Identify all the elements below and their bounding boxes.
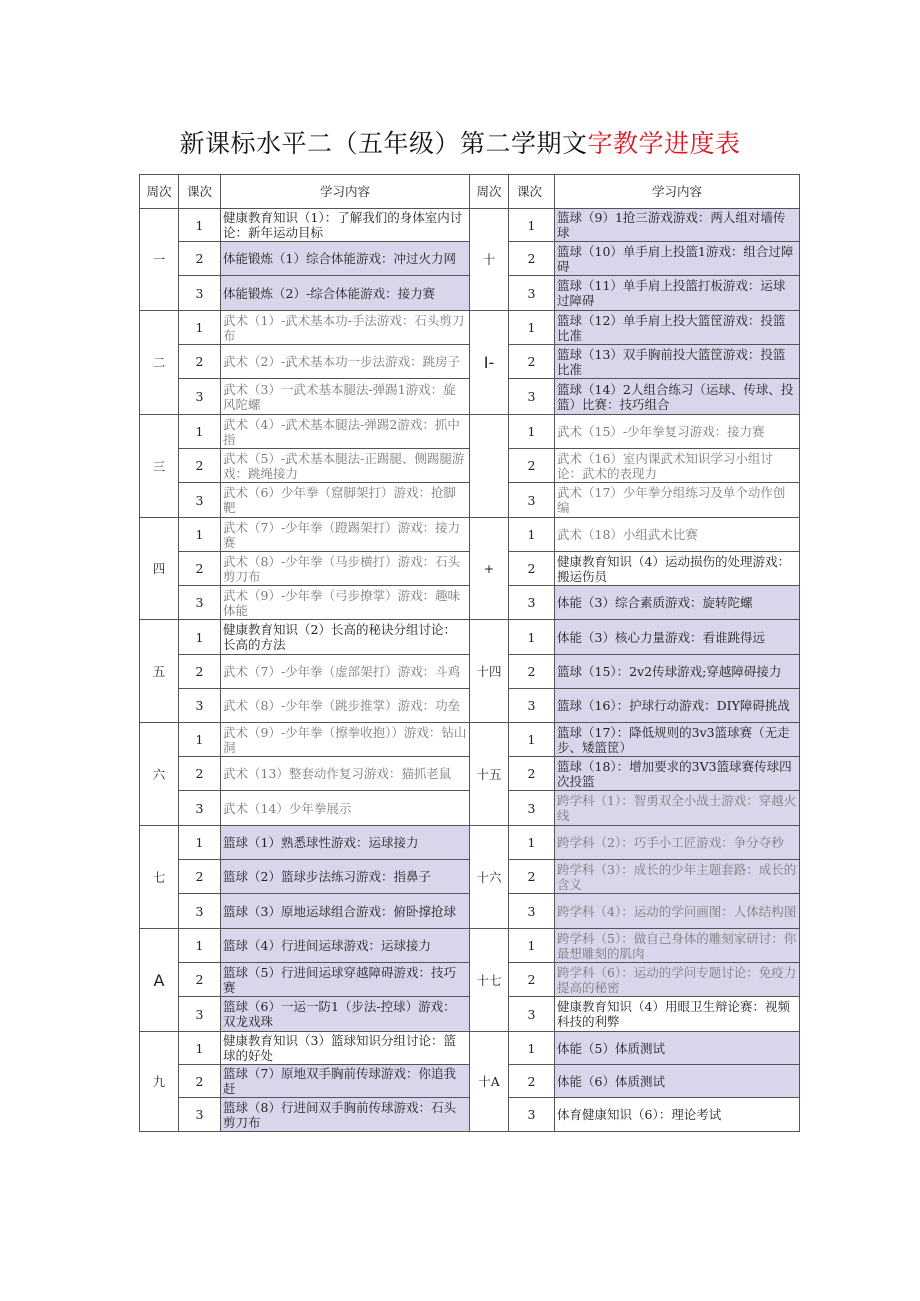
lesson-content: 武术（18）小组武术比赛 xyxy=(555,518,800,552)
week-cell: 十A xyxy=(470,1032,509,1132)
lesson-number: 1 xyxy=(179,620,221,655)
lesson-number: 3 xyxy=(179,379,221,415)
lesson-number: 3 xyxy=(509,689,555,723)
lesson-number: 3 xyxy=(509,1098,555,1132)
lesson-number: 3 xyxy=(509,379,555,415)
lesson-content: 体能（5）体质测试 xyxy=(555,1032,800,1065)
lesson-content: 篮球（6）一运一防1（步法-控球）游戏：双龙戏珠 xyxy=(221,997,470,1032)
lesson-content: 体育健康知识（6）：理论考试 xyxy=(555,1098,800,1132)
lesson-content: 篮球（18）：增加要求的3V3篮球赛传球四次投篮 xyxy=(555,757,800,791)
lesson-number: 3 xyxy=(179,689,221,723)
lesson-number: 3 xyxy=(509,894,555,929)
schedule-body xyxy=(140,175,800,1132)
week-cell: 十五 xyxy=(470,723,509,826)
lesson-number: 1 xyxy=(509,311,555,345)
lesson-content: 武术（13）整套动作复习游戏：猫抓老鼠 xyxy=(221,757,470,791)
lesson-content: 体能（3）核心力量游戏：看谁跳得远 xyxy=(555,620,800,655)
table-row xyxy=(140,826,800,860)
week-cell: 四 xyxy=(140,518,179,620)
table-row xyxy=(140,929,800,963)
lesson-content: 武术（16）室内课武术知识学习小组讨论：武术的表现力 xyxy=(555,449,800,483)
lesson-content: 武术（5）-武术基本腿法-正踢腿、侧踢腿游戏：跳绳接力 xyxy=(221,449,470,483)
lesson-number: 3 xyxy=(179,276,221,311)
week-cell: 十四 xyxy=(470,620,509,723)
lesson-content: 健康教育知识（4）用眼卫生辩论赛：视频科技的利弊 xyxy=(555,997,800,1032)
lesson-content: 武术（7）-少年拳（蹬踢架打）游戏：接力赛 xyxy=(221,518,470,552)
lesson-content: 体能（3）综合素质游戏：旋转陀螺 xyxy=(555,586,800,620)
lesson-number: 2 xyxy=(509,757,555,791)
table-row xyxy=(140,1032,800,1065)
lesson-number: 1 xyxy=(179,826,221,860)
lesson-number: 3 xyxy=(179,791,221,826)
week-cell xyxy=(470,415,509,518)
week-cell: A xyxy=(140,929,179,1032)
lesson-content: 武术（14）少年拳展示 xyxy=(221,791,470,826)
lesson-content: 武术（7）-少年拳（虚部架打）游戏：斗鸡 xyxy=(221,655,470,689)
lesson-content: 武术（4）-武术基本腿法-弹踢2游戏：抓中指 xyxy=(221,415,470,449)
week-cell: 五 xyxy=(140,620,179,723)
lesson-content: 篮球（8）行进间双手胸前传球游戏：石头剪刀布 xyxy=(221,1098,470,1132)
lesson-number: 3 xyxy=(179,1098,221,1132)
lesson-content: 武术（8）-少年拳（马步横打）游戏：石头剪刀布 xyxy=(221,552,470,586)
week-cell: + xyxy=(470,518,509,620)
lesson-number: 2 xyxy=(179,963,221,997)
header-week-right: 周次 xyxy=(470,175,509,209)
lesson-number: 2 xyxy=(179,757,221,791)
lesson-content: 篮球（4）行进间运球游戏：运球接力 xyxy=(221,929,470,963)
week-cell: 三 xyxy=(140,415,179,518)
lesson-number: 1 xyxy=(509,1032,555,1065)
lesson-content: 篮球（13）双手胸前投大篮筐游戏：投篮比准 xyxy=(555,345,800,379)
lesson-content: 武术（6）少年拳（窟脚架打）游戏：抢脚靶 xyxy=(221,483,470,518)
lesson-content: 跨学科（5）：做自己身体的雕刻家研讨：你最想雕刻的肌肉 xyxy=(555,929,800,963)
title-main: 新课标水平二（五年级）第二学期文 xyxy=(179,129,588,158)
lesson-content: 跨学科（3）：成长的少年主题套路：成长的含义 xyxy=(555,860,800,894)
lesson-content: 篮球（5）行进间运球穿越障碍游戏：技巧赛 xyxy=(221,963,470,997)
lesson-content: 篮球（14）2人组合练习（运球、传球、投篮）比赛：技巧组合 xyxy=(555,379,800,415)
week-cell: 十六 xyxy=(470,826,509,929)
lesson-content: 篮球（10）单手肩上投篮1游戏：组合过障碍 xyxy=(555,242,800,276)
lesson-content: 体能锻炼（1）综合体能游戏：冲过火力网 xyxy=(221,242,470,276)
lesson-content: 篮球（2）篮球步法练习游戏：指鼻子 xyxy=(221,860,470,894)
lesson-number: 2 xyxy=(179,552,221,586)
lesson-content: 跨学科（6）：运动的学问专题讨论：免疫力提高的秘密 xyxy=(555,963,800,997)
lesson-number: 1 xyxy=(509,723,555,757)
lesson-content: 体能锻炼（2）-综合体能游戏：接力赛 xyxy=(221,276,470,311)
lesson-number: 1 xyxy=(509,620,555,655)
lesson-number: 1 xyxy=(509,518,555,552)
lesson-number: 2 xyxy=(509,552,555,586)
lesson-number: 3 xyxy=(179,586,221,620)
lesson-number: 3 xyxy=(509,483,555,518)
lesson-number: 2 xyxy=(509,963,555,997)
lesson-content: 篮球（9）1抢三游戏游戏：两人组对墙传球 xyxy=(555,209,800,242)
header-lesson-left: 课次 xyxy=(179,175,221,209)
lesson-content: 武术（2）-武术基本功一步法游戏：跳房子 xyxy=(221,345,470,379)
lesson-number: 2 xyxy=(179,1065,221,1098)
lesson-content: 健康教育知识（1）：了解我们的身体室内讨论：新年运动目标 xyxy=(221,209,470,242)
lesson-content: 健康教育知识（3）篮球知识分组讨论：篮球的好处 xyxy=(221,1032,470,1065)
lesson-content: 武术（17）少年拳分组练习及单个动作创编 xyxy=(555,483,800,518)
lesson-content: 篮球（3）原地运球组合游戏：俯卧撑抢球 xyxy=(221,894,470,929)
lesson-content: 武术（1）-武术基本功-手法游戏：石头剪刀布 xyxy=(221,311,470,345)
lesson-number: 1 xyxy=(509,929,555,963)
week-cell: 二 xyxy=(140,311,179,415)
lesson-content: 体能（6）体质测试 xyxy=(555,1065,800,1098)
lesson-content: 篮球（7）原地双手胸前传球游戏：你追我赶 xyxy=(221,1065,470,1098)
header-week-left: 周次 xyxy=(140,175,179,209)
lesson-number: 2 xyxy=(509,345,555,379)
lesson-content: 篮球（1）熟悉球性游戏：运球接力 xyxy=(221,826,470,860)
header-row xyxy=(140,175,800,209)
lesson-number: 2 xyxy=(179,860,221,894)
lesson-number: 1 xyxy=(179,209,221,242)
lesson-content: 武术（15）-少年拳复习游戏：接力赛 xyxy=(555,415,800,449)
lesson-number: 3 xyxy=(509,997,555,1032)
lesson-number: 3 xyxy=(509,586,555,620)
lesson-number: 3 xyxy=(179,894,221,929)
lesson-number: 2 xyxy=(509,449,555,483)
table-row xyxy=(140,620,800,655)
lesson-number: 1 xyxy=(509,826,555,860)
week-cell: 十七 xyxy=(470,929,509,1032)
lesson-content: 跨学科（4）：运动的学问画图：人体结构图 xyxy=(555,894,800,929)
week-cell: I- xyxy=(470,311,509,415)
lesson-number: 2 xyxy=(509,860,555,894)
lesson-content: 篮球（11）单手肩上投篮打板游戏：运球过障碍 xyxy=(555,276,800,311)
lesson-number: 2 xyxy=(509,655,555,689)
lesson-number: 1 xyxy=(509,209,555,242)
page-title xyxy=(0,124,920,160)
lesson-number: 2 xyxy=(179,242,221,276)
lesson-content: 武术（3）一武术基本腿法-弹踢1游戏：旋风陀螺 xyxy=(221,379,470,415)
lesson-number: 2 xyxy=(179,345,221,379)
table-row xyxy=(140,311,800,345)
lesson-content: 武术（9）-少年拳（弓步撩掌）游戏：趣味体能 xyxy=(221,586,470,620)
lesson-number: 1 xyxy=(179,1032,221,1065)
lesson-content: 武术（8）-少年拳（跳步推掌）游戏：功垒 xyxy=(221,689,470,723)
lesson-number: 3 xyxy=(509,791,555,826)
lesson-content: 跨学科（2）：巧手小工匠游戏：争分夺秒 xyxy=(555,826,800,860)
lesson-content: 篮球（17）：降低规则的3v3篮球赛（无走步、矮篮筐） xyxy=(555,723,800,757)
week-cell: 一 xyxy=(140,209,179,311)
week-cell: 九 xyxy=(140,1032,179,1132)
lesson-number: 3 xyxy=(179,483,221,518)
lesson-number: 1 xyxy=(179,311,221,345)
lesson-number: 1 xyxy=(179,929,221,963)
table-row xyxy=(140,415,800,449)
week-cell: 六 xyxy=(140,723,179,826)
lesson-number: 3 xyxy=(179,997,221,1032)
lesson-content: 健康教育知识（4）运动损伤的处理游戏：搬运伤员 xyxy=(555,552,800,586)
lesson-number: 1 xyxy=(179,415,221,449)
lesson-number: 1 xyxy=(179,723,221,757)
lesson-content: 篮球（16）：护球行动游戏：DIY障碍挑战 xyxy=(555,689,800,723)
schedule-table xyxy=(139,174,800,1132)
lesson-content: 健康教育知识（2）长高的秘诀分组讨论：长高的方法 xyxy=(221,620,470,655)
header-content-left: 学习内容 xyxy=(221,175,470,209)
table-row xyxy=(140,723,800,757)
lesson-content: 跨学科（1）：智勇双全小战士游戏：穿越火线 xyxy=(555,791,800,826)
header-lesson-right: 课次 xyxy=(509,175,555,209)
lesson-number: 2 xyxy=(509,1065,555,1098)
lesson-number: 2 xyxy=(179,449,221,483)
lesson-number: 1 xyxy=(509,415,555,449)
lesson-number: 2 xyxy=(179,655,221,689)
lesson-number: 2 xyxy=(509,242,555,276)
table-row xyxy=(140,518,800,552)
header-content-right: 学习内容 xyxy=(555,175,800,209)
lesson-content: 篮球（12）单手肩上投大篮筐游戏：投篮比准 xyxy=(555,311,800,345)
title-highlight: 字教学进度表 xyxy=(587,129,741,158)
week-cell: 七 xyxy=(140,826,179,929)
lesson-content: 武术（9）-少年拳（擦拳收抱））游戏：钻山洞 xyxy=(221,723,470,757)
lesson-content: 篮球（15）：2v2传球游戏;穿越障碍接力 xyxy=(555,655,800,689)
lesson-number: 3 xyxy=(509,276,555,311)
lesson-number: 1 xyxy=(179,518,221,552)
week-cell: 十 xyxy=(470,209,509,311)
table-row xyxy=(140,209,800,242)
